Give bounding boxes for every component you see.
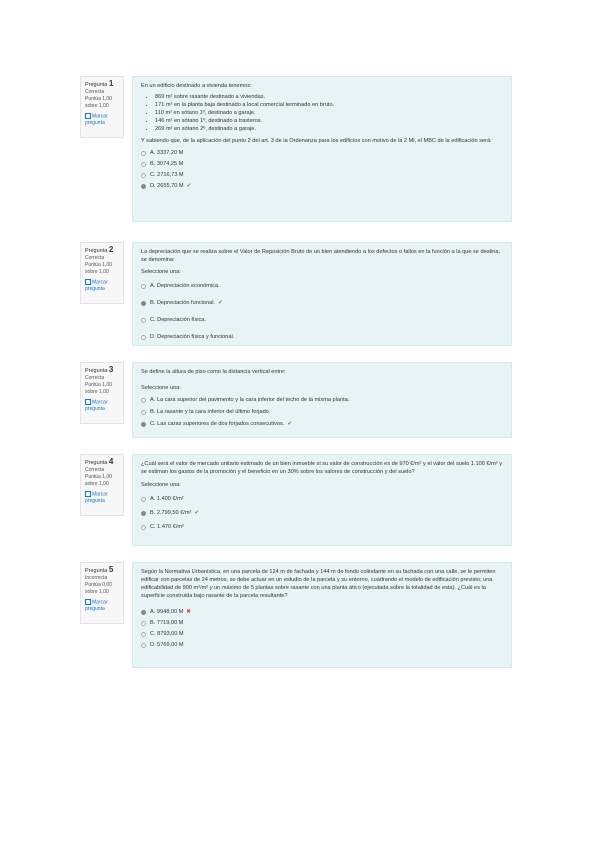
question-info [80, 454, 124, 516]
option-c[interactable]: C. Depreciación física. [141, 316, 503, 324]
question-text: En un edificio destinado a vivienda tenemos: [141, 83, 252, 89]
option-d[interactable]: D. Depreciación física y funcional. [141, 333, 503, 341]
question-info [80, 362, 124, 424]
question-label: Pregunta 4 [85, 457, 114, 466]
flag-question-link[interactable]: Marcar pregunta [85, 491, 108, 505]
check-icon: ✔ [218, 300, 223, 306]
radio-button[interactable] [141, 621, 146, 626]
flag-icon [85, 491, 91, 497]
option-a[interactable]: A. 1.400 €/m² [141, 495, 503, 503]
radio-button[interactable] [141, 643, 146, 648]
option-d[interactable]: D. 2655,70 M ✔ [141, 182, 503, 190]
bullet-item: • 269 m² en sótano 2º, destinado a garaje. [155, 125, 503, 133]
question-score: Puntúa 0,00 sobre 1,00 [85, 582, 112, 595]
option-b[interactable]: B. 7719,00 M [141, 619, 503, 627]
question-text: Según la Normativa Urbanística, en una parcela de 124 m de fachada y 144 m de fondo colindante en su fachada con una calle, se le permiten edificar con parcelas de 24 metros, se debe actuar en un estudio de la parcela y su entorno, cuadrando el modelo de edificación previsto; una edificabilidad de 900 m²/m² y un máximo de 5 plantas sobre rasante con una planta ático (ejecutada sobre la totalidad de esta). ¿Cuál es la superficie construida bajo rasante de la parcela resultante? [141, 569, 496, 599]
question-bullets [141, 93, 503, 133]
option-b[interactable]: B. 3074,25 M [141, 160, 503, 168]
flag-question-link[interactable]: Marcar pregunta [85, 399, 108, 413]
check-icon: ✔ [194, 510, 200, 516]
question-content [132, 242, 512, 346]
radio-button[interactable] [141, 632, 146, 637]
radio-button-selected[interactable] [141, 301, 146, 306]
question-text: Se define la altura de piso como la distancia vertical entre: [141, 369, 286, 375]
option-c[interactable]: C. 2716,73 M [141, 171, 503, 179]
question-label: Pregunta 1 [85, 79, 114, 88]
radio-button[interactable] [141, 525, 146, 530]
question-prompt: Y sabiendo que, de la aplicación del punto 2 del art. 3 de la Ordenanza para los edificios con motivo de la 2 Ml, el MBC de la edificación será: [141, 138, 492, 144]
bullet-item: • 869 m² sobre rasante destinado a viviendas. [155, 93, 503, 101]
option-a[interactable]: A. Depreciación económica. [141, 282, 503, 290]
radio-button[interactable] [141, 162, 146, 167]
option-b[interactable]: B. La rasante y la cara inferior del último forjado. [141, 408, 503, 416]
radio-button[interactable] [141, 335, 146, 340]
question-score: Puntúa 1,00 sobre 1,00 [85, 474, 112, 487]
radio-button[interactable] [141, 410, 146, 415]
radio-button-selected[interactable] [141, 610, 146, 615]
question-state: Correcta [85, 375, 105, 381]
cross-icon: ✖ [186, 609, 191, 615]
question-score: Puntúa 1,00 sobre 1,00 [85, 382, 112, 395]
bullet-item: • 146 m² en sótano 1º, destinado a trasteros. [155, 117, 503, 125]
question-state: Correcta [85, 467, 105, 473]
option-a[interactable]: A. 3337,20 M [141, 149, 503, 157]
question-text: ¿Cuál será el valor de mercado unitario estimado de un bien inmueble si su valor de construcción es de 970 €/m² y el valor del suelo 1.100 €/m² y se estiman los gastos de la promoción y el beneficio en un 30% sobre los valores de construcción y del suelo? [141, 461, 502, 475]
question-text: La depreciación que se realiza sobre el Valor de Reposición Bruto de un bien atendiendo a los defectos o fallos en la función a la que se destina, se denomina: [141, 249, 501, 263]
bullet-item: • 110 m² en sótano 1º, destinado a garaje. [155, 109, 503, 117]
question-label: Pregunta 3 [85, 365, 114, 374]
question-content [132, 76, 512, 222]
radio-button[interactable] [141, 151, 146, 156]
option-d[interactable]: D. 5769,00 M [141, 641, 503, 649]
radio-button-selected[interactable] [141, 511, 146, 516]
question-content [132, 454, 512, 546]
radio-button[interactable] [141, 318, 146, 323]
option-a[interactable]: A. 9948,00 M ✖ [141, 608, 503, 616]
question-info [80, 562, 124, 624]
flag-icon [85, 113, 91, 119]
question-state: Correcta [85, 255, 105, 261]
bullet-item: • 171 m² en la planta baja destinado a local comercial terminado en bruto. [155, 101, 503, 109]
select-prompt: Seleccione una: [141, 482, 181, 488]
select-prompt: Seleccione una: [141, 385, 181, 391]
option-c[interactable]: C. Las caras superiores de dos forjados consecutivos. ✔ [141, 420, 503, 428]
question-content [132, 362, 512, 438]
flag-icon [85, 599, 91, 605]
radio-button-selected[interactable] [141, 422, 146, 427]
radio-button[interactable] [141, 173, 146, 178]
flag-question-link[interactable]: Marcar pregunta [85, 279, 108, 293]
option-b[interactable]: B. 2.799,50 €/m² ✔ [141, 509, 503, 517]
question-info [80, 242, 124, 304]
flag-icon [85, 279, 91, 285]
question-content [132, 562, 512, 668]
flag-question-link[interactable]: Marcar pregunta [85, 599, 108, 613]
question-score: Puntúa 1,00 sobre 1,00 [85, 262, 112, 275]
option-b[interactable]: B. Depreciación funcional. ✔ [141, 299, 503, 307]
option-c[interactable]: C. 1.470 €/m² [141, 523, 503, 531]
question-label: Pregunta 2 [85, 245, 114, 254]
question-state: Incorrecta [85, 575, 108, 581]
check-icon: ✔ [287, 421, 293, 427]
option-c[interactable]: C. 8793,00 M [141, 630, 503, 638]
question-state: Correcta [85, 89, 105, 95]
option-a[interactable]: A. La cara superior del pavimento y la cara inferior del techo de la misma planta. [141, 396, 503, 404]
radio-button[interactable] [141, 284, 146, 289]
question-info [80, 76, 124, 138]
select-prompt: Seleccione una: [141, 269, 181, 275]
flag-icon [85, 399, 91, 405]
question-score: Puntúa 1,00 sobre 1,00 [85, 96, 112, 109]
radio-button-selected[interactable] [141, 184, 146, 189]
radio-button[interactable] [141, 497, 146, 502]
question-label: Pregunta 5 [85, 565, 114, 574]
flag-question-link[interactable]: Marcar pregunta [85, 113, 108, 127]
radio-button[interactable] [141, 398, 146, 403]
check-icon: ✔ [186, 183, 192, 189]
